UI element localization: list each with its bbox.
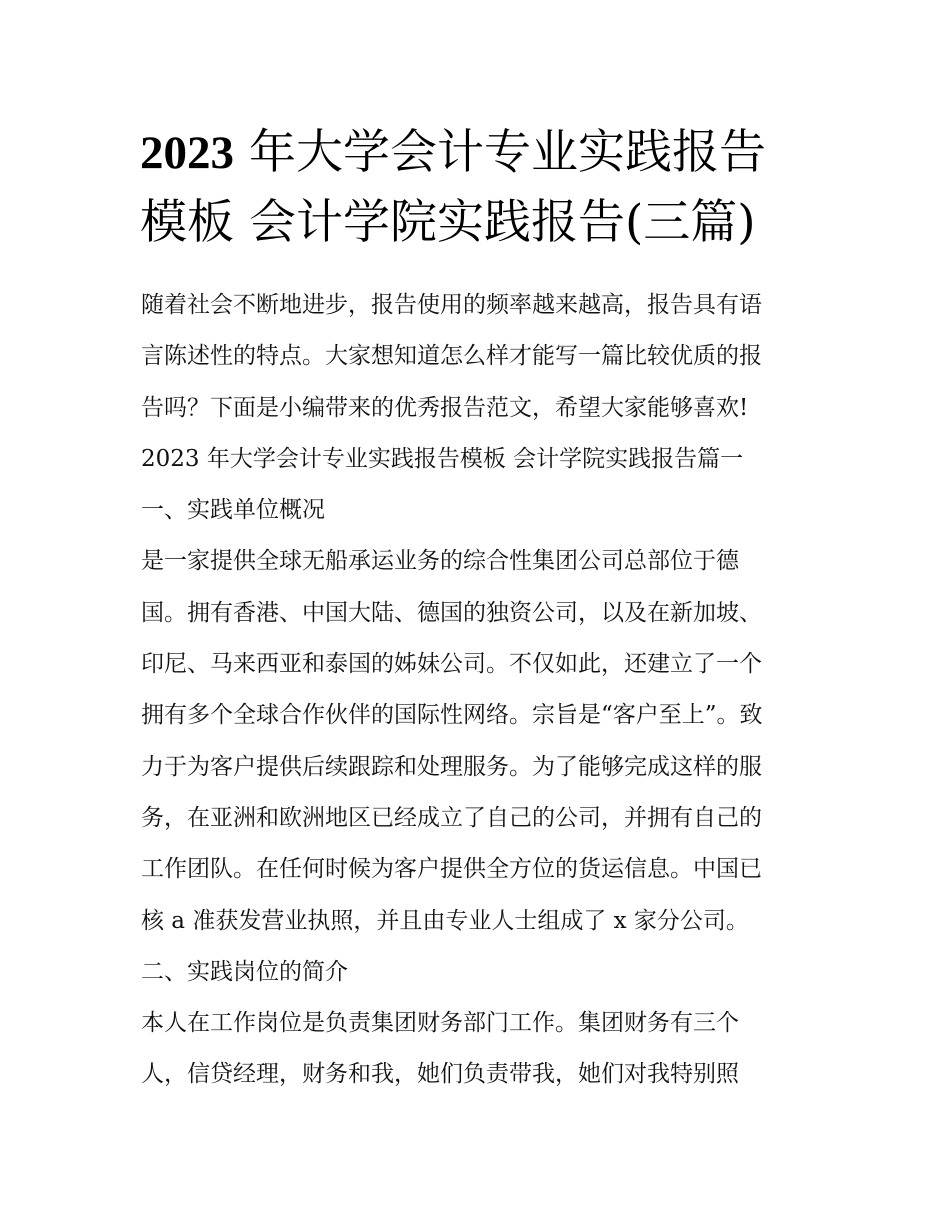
subheading-unit-overview: 一、实践单位概况	[141, 497, 325, 524]
subheading-position-intro: 二、实践岗位的简介	[141, 958, 348, 985]
body-line: 随着社会不断地进步，报告使用的频率越来越高，报告具有语	[141, 292, 762, 318]
section-heading-part-one: 2023 年大学会计专业实践报告模板 会计学院实践报告篇一	[141, 445, 744, 472]
body-line: 人，信贷经理，财务和我，她们负责带我，她们对我特别照	[141, 1061, 739, 1088]
body-line: 拥有多个全球合作伙伴的国际性网络。宗旨是“客户至上”。致	[141, 702, 763, 729]
body-line: 务，在亚洲和欧洲地区已经成立了自己的公司，并拥有自己的	[141, 804, 762, 831]
title-year: 2023	[140, 127, 234, 179]
title-line1-text: 年大学会计专业实践报告	[248, 125, 766, 180]
body-line: 言陈述性的特点。大家想知道怎么样才能写一篇比较优质的报	[141, 343, 762, 370]
body-line: 印尼、马来西亚和泰国的姊妹公司。不仅如此，还建立了一个	[141, 651, 762, 678]
body-line: 告吗？下面是小编带来的优秀报告范文，希望大家能够喜欢!	[141, 394, 749, 421]
title-line2-text: 模板 会计学院实践报告(三篇)	[140, 195, 756, 250]
document-title	[140, 118, 840, 258]
body-line: 本人在工作岗位是负责集团财务部门工作。集团财务有三个	[141, 1010, 739, 1037]
body-line: 核 a 准获发营业执照，并且由专业人士组成了 x 家分公司。	[141, 907, 749, 934]
body-line: 是一家提供全球无船承运业务的综合性集团公司总部位于德	[141, 548, 739, 575]
body-line: 工作团队。在任何时候为客户提供全方位的货运信息。中国已	[141, 856, 762, 883]
body-line: 力于为客户提供后续跟踪和处理服务。为了能够完成这样的服	[141, 753, 762, 780]
document-body	[141, 280, 831, 1101]
body-line: 国。拥有香港、中国大陆、德国的独资公司，以及在新加坡、	[141, 599, 762, 626]
